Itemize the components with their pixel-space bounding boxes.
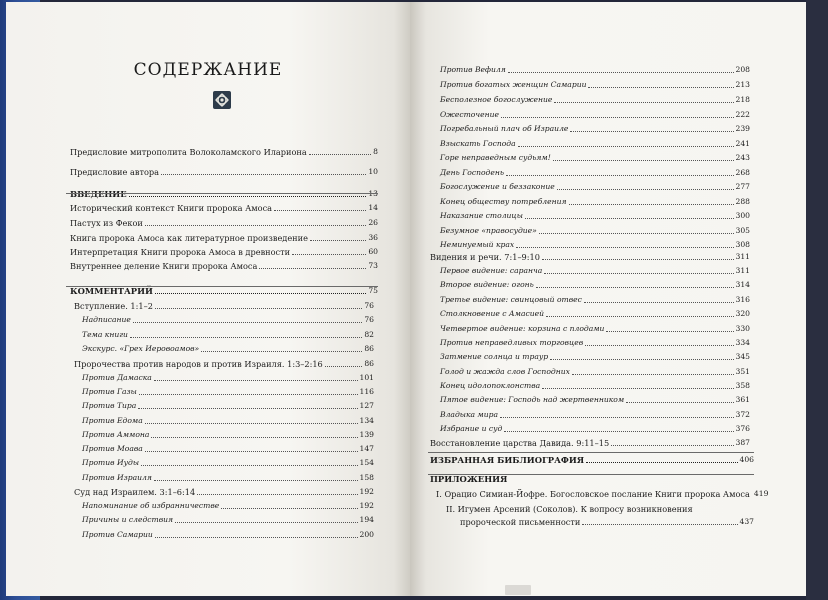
toc-leader-dots xyxy=(539,233,734,234)
toc-page-number: 134 xyxy=(359,416,374,425)
toc-entry-title: Наказание столицы xyxy=(440,211,523,220)
toc-entry-title: ВВЕДЕНИЕ xyxy=(70,189,127,199)
toc-entry-title: пророческой письменности xyxy=(460,517,581,527)
toc-leader-dots xyxy=(141,465,357,466)
toc-entry xyxy=(82,383,374,397)
toc-entry-title: Богослужение и беззаконие xyxy=(440,182,555,191)
toc-leader-dots xyxy=(506,175,734,176)
toc-entry-title: Конец идолопоклонства xyxy=(440,381,541,390)
toc-page-number: 147 xyxy=(359,444,374,453)
toc-entry xyxy=(70,185,378,199)
toc-leader-dots xyxy=(292,254,366,255)
toc-leader-dots xyxy=(151,437,357,438)
toc-entry-title: Горе неправедным судьям! xyxy=(440,153,551,162)
toc-entry-title: Против Дамаска xyxy=(82,373,152,382)
toc-leader-dots xyxy=(518,146,734,147)
toc-entry xyxy=(436,485,769,499)
toc-entry xyxy=(440,420,750,434)
toc-entry xyxy=(82,497,374,511)
toc-page-number: 419 xyxy=(753,489,769,498)
toc-leader-dots xyxy=(129,196,367,197)
toc-leader-dots xyxy=(155,308,362,309)
toc-page-number: 208 xyxy=(735,65,750,74)
toc-entry xyxy=(440,291,750,305)
toc-leader-dots xyxy=(554,102,733,103)
toc-leader-dots xyxy=(175,522,357,523)
toc-entry xyxy=(440,76,750,90)
toc-page-number: 194 xyxy=(359,515,374,524)
toc-leader-dots xyxy=(325,366,363,367)
toc-leader-dots xyxy=(145,225,366,226)
toc-entry-title: I. Орацио Симиан-Йофре. Богословское послание Книги пророка Амоса xyxy=(436,489,750,499)
toc-entry-title: Против Иуды xyxy=(82,458,140,467)
toc-entry xyxy=(70,229,378,243)
toc-entry xyxy=(440,363,750,377)
toc-entry xyxy=(82,511,374,525)
toc-entry xyxy=(440,91,750,105)
toc-leader-dots xyxy=(582,524,737,525)
toc-entry xyxy=(82,440,374,454)
toc-leader-dots xyxy=(606,331,733,332)
toc-entry xyxy=(70,143,378,157)
toc-page-number: 8 xyxy=(373,147,378,156)
toc-page-number: 361 xyxy=(735,395,750,404)
toc-entry xyxy=(70,243,378,257)
toc-page-number: 139 xyxy=(359,430,374,439)
toc-leader-dots xyxy=(572,374,734,375)
toc-leader-dots xyxy=(139,394,358,395)
toc-page-number: 376 xyxy=(735,424,750,433)
library-stamp xyxy=(505,585,531,595)
toc-entry-title: II. Игумен Арсений (Соколов). К вопросу возникновения xyxy=(446,504,693,514)
toc-entry xyxy=(70,282,378,296)
toc-entry xyxy=(440,106,750,120)
toc-page-number: 239 xyxy=(735,124,750,133)
toc-leader-dots xyxy=(500,417,734,418)
toc-entry-title: Конец обществу потребления xyxy=(440,197,567,206)
toc-entry xyxy=(82,412,374,426)
toc-page-number: 387 xyxy=(735,438,750,447)
toc-leader-dots xyxy=(536,287,734,288)
toc-page-number: 316 xyxy=(735,295,750,304)
toc-leader-dots xyxy=(145,451,358,452)
toc-entry xyxy=(440,406,750,420)
toc-entry xyxy=(440,348,750,362)
toc-page-number: 10 xyxy=(368,167,378,176)
toc-page-number: 277 xyxy=(735,182,750,191)
toc-leader-dots xyxy=(546,316,733,317)
toc-entry-title: День Господень xyxy=(440,168,504,177)
toc-page-number: 243 xyxy=(735,153,750,162)
toc-leader-dots xyxy=(154,380,358,381)
toc-entry-title: Погребальный плач об Израиле xyxy=(440,124,569,133)
toc-leader-dots xyxy=(553,160,734,161)
toc-leader-dots xyxy=(525,218,734,219)
toc-leader-dots xyxy=(501,117,734,118)
toc-page-number: 311 xyxy=(735,252,750,261)
book-cover-right xyxy=(806,0,828,600)
toc-leader-dots xyxy=(221,508,357,509)
toc-entry-title: Причины и следствия xyxy=(82,515,174,524)
toc-page-number: 14 xyxy=(368,203,378,212)
toc-page-number: 213 xyxy=(735,80,750,89)
toc-leader-dots xyxy=(586,462,737,463)
toc-entry xyxy=(440,276,750,290)
toc-leader-dots xyxy=(309,154,371,155)
toc-entry xyxy=(440,207,750,221)
toc-entry xyxy=(440,391,750,405)
toc-page-number: 222 xyxy=(735,110,750,119)
toc-leader-dots xyxy=(310,240,366,241)
toc-page-number: 218 xyxy=(735,95,750,104)
toc-page-number: 268 xyxy=(735,168,750,177)
toc-entry xyxy=(440,377,750,391)
toc-entry xyxy=(440,320,750,334)
toc-entry-title: Напоминание об избранничестве xyxy=(82,501,220,510)
toc-entry-title: Экскурс. «Грех Иеровоамов» xyxy=(82,344,200,353)
toc-leader-dots xyxy=(133,322,362,323)
toc-leader-dots xyxy=(569,204,734,205)
toc-entry xyxy=(82,397,374,411)
toc-entry xyxy=(70,214,378,228)
toc-entry-title: КОММЕНТАРИЙ xyxy=(70,286,153,296)
toc-entry-title: Против Тира xyxy=(82,401,137,410)
toc-entry xyxy=(82,369,374,383)
toc-page-number: 345 xyxy=(735,352,750,361)
toc-entry-title: Безумное «правосудие» xyxy=(440,226,537,235)
toc-leader-dots xyxy=(155,293,366,294)
divider xyxy=(66,286,378,287)
toc-entry xyxy=(440,149,750,163)
toc-leader-dots xyxy=(201,351,362,352)
toc-entry xyxy=(74,297,374,311)
toc-page-number: 75 xyxy=(368,286,378,295)
toc-leader-dots xyxy=(274,210,366,211)
toc-leader-dots xyxy=(154,480,358,481)
toc-entry-title: Интерпретация Книги пророка Амоса в древности xyxy=(70,247,291,257)
toc-entry-title: Тема книги xyxy=(82,330,128,339)
toc-entry-title: Исторический контекст Книги пророка Амоса xyxy=(70,203,273,213)
toc-entry-title: Предисловие митрополита Волоколамского Илариона xyxy=(70,147,307,157)
toc-page-number: 334 xyxy=(735,338,750,347)
toc-entry xyxy=(446,500,754,514)
toc-entry-title: Ожесточение xyxy=(440,110,499,119)
toc-page-number: 300 xyxy=(735,211,750,220)
toc-entry xyxy=(460,513,754,527)
toc-entry-title: Предисловие автора xyxy=(70,167,160,177)
toc-page-number: 351 xyxy=(735,367,750,376)
toc-entry-title: Видения и речи. 7:1–9:10 xyxy=(430,252,540,262)
toc-entry xyxy=(82,426,374,440)
toc-page-number: 320 xyxy=(735,309,750,318)
toc-entry-title: Вступление. 1:1–2 xyxy=(74,301,153,311)
toc-entry xyxy=(70,163,378,177)
toc-leader-dots xyxy=(557,189,734,190)
toc-leader-dots xyxy=(626,402,733,403)
toc-entry xyxy=(82,311,374,325)
toc-leader-dots xyxy=(584,302,734,303)
toc-entry xyxy=(440,178,750,192)
toc-entry-title: Первое видение: саранча xyxy=(440,266,543,275)
toc-entry xyxy=(70,199,378,213)
toc-entry-title: Против неправедливых торговцев xyxy=(440,338,584,347)
toc-leader-dots xyxy=(588,87,733,88)
toc-entry-title: Неминуемый крах xyxy=(440,240,515,249)
toc-leader-dots xyxy=(550,359,733,360)
toc-entry-title: ПРИЛОЖЕНИЯ xyxy=(430,474,508,484)
toc-leader-dots xyxy=(542,259,734,260)
toc-entry-title: Затмение солнца и траур xyxy=(440,352,549,361)
toc-page-number: 154 xyxy=(359,458,374,467)
toc-entry-title: Против Самарии xyxy=(82,530,153,539)
toc-entry xyxy=(82,526,374,540)
toc-page-number: 76 xyxy=(364,315,374,324)
toc-leader-dots xyxy=(570,131,733,132)
toc-entry-title: Против Газы xyxy=(82,387,137,396)
toc-page-number: 158 xyxy=(359,473,374,482)
toc-entry-title: Против Едома xyxy=(82,416,143,425)
toc-entry xyxy=(70,257,378,271)
celtic-knot-ornament-icon xyxy=(212,90,232,110)
toc-entry-title: Избрание и суд xyxy=(440,424,503,433)
toc-page-number: 241 xyxy=(735,139,750,148)
toc-entry-title: Надписание xyxy=(82,315,131,324)
toc-entry xyxy=(440,222,750,236)
toc-page-number: 26 xyxy=(368,218,378,227)
toc-page-number: 36 xyxy=(368,233,378,242)
toc-entry xyxy=(440,135,750,149)
toc-entry xyxy=(430,434,750,448)
toc-page-number: 192 xyxy=(359,501,374,510)
toc-page-number: 200 xyxy=(359,530,374,539)
toc-page-number: 372 xyxy=(735,410,750,419)
toc-leader-dots xyxy=(508,72,734,73)
toc-entry xyxy=(440,61,750,75)
toc-entry-title: ИЗБРАННАЯ БИБЛИОГРАФИЯ xyxy=(430,455,585,465)
divider xyxy=(428,474,754,475)
toc-leader-dots xyxy=(544,273,733,274)
page-title: СОДЕРЖАНИЕ xyxy=(133,60,283,80)
toc-entry xyxy=(440,120,750,134)
toc-leader-dots xyxy=(138,408,357,409)
toc-page-number: 358 xyxy=(735,381,750,390)
toc-page-number: 116 xyxy=(359,387,374,396)
toc-page-number: 82 xyxy=(364,330,374,339)
toc-page-number: 192 xyxy=(359,487,374,496)
toc-leader-dots xyxy=(197,494,357,495)
toc-page-number: 314 xyxy=(735,280,750,289)
toc-entry xyxy=(440,305,750,319)
toc-leader-dots xyxy=(155,537,358,538)
toc-leader-dots xyxy=(130,337,362,338)
toc-page-number: 13 xyxy=(368,189,378,198)
toc-entry xyxy=(440,164,750,178)
toc-entry-title: Столкновение с Амасией xyxy=(440,309,545,318)
toc-entry-title: Взыскать Господа xyxy=(440,139,516,148)
toc-entry xyxy=(440,334,750,348)
toc-entry-title: Книга пророка Амоса как литературное произведение xyxy=(70,233,308,243)
toc-page-number: 305 xyxy=(735,226,750,235)
toc-entry xyxy=(430,451,754,465)
toc-entry-title: Внутреннее деление Книги пророка Амоса xyxy=(70,261,258,271)
toc-entry xyxy=(82,340,374,354)
toc-entry-title: Бесполезное богослужение xyxy=(440,95,553,104)
toc-entry xyxy=(430,248,750,262)
toc-leader-dots xyxy=(145,423,358,424)
toc-leader-dots xyxy=(504,431,733,432)
toc-page-number: 73 xyxy=(368,261,378,270)
toc-entry xyxy=(440,193,750,207)
toc-entry-title: Третье видение: свинцовый отвес xyxy=(440,295,582,304)
toc-page-number: 101 xyxy=(359,373,374,382)
toc-entry xyxy=(82,469,374,483)
toc-entry xyxy=(430,470,754,484)
toc-entry-title: Второе видение: огонь xyxy=(440,280,534,289)
toc-entry-title: Восстановление царства Давида. 9:11–15 xyxy=(430,438,610,448)
toc-entry xyxy=(82,454,374,468)
divider xyxy=(66,193,378,194)
toc-entry-title: Против Израиля xyxy=(82,473,152,482)
toc-entry xyxy=(74,355,374,369)
toc-entry-title: Голод и жажда слов Господних xyxy=(440,367,570,376)
toc-entry-title: Четвертое видение: корзина с плодами xyxy=(440,324,605,333)
toc-entry-title: Пастух из Фекои xyxy=(70,218,143,228)
toc-entry-title: Против богатых женщин Самарии xyxy=(440,80,587,89)
toc-entry-title: Пророчества против народов и против Израиля. 1:3–2:16 xyxy=(74,359,323,369)
toc-page-number: 311 xyxy=(735,266,750,275)
toc-entry xyxy=(440,262,750,276)
toc-page-number: 406 xyxy=(739,455,754,464)
toc-leader-dots xyxy=(259,268,366,269)
toc-entry-title: Против Моава xyxy=(82,444,143,453)
toc-entry-title: Против Вефиля xyxy=(440,65,506,74)
toc-leader-dots xyxy=(585,345,733,346)
toc-entry-title: Суд над Израилем. 3:1–6:14 xyxy=(74,487,196,497)
toc-leader-dots xyxy=(611,445,733,446)
toc-page-number: 308 xyxy=(735,240,750,249)
toc-leader-dots xyxy=(161,174,366,175)
toc-page-number: 86 xyxy=(364,359,374,368)
toc-page-number: 437 xyxy=(739,517,754,526)
toc-page-number: 288 xyxy=(735,197,750,206)
toc-page-number: 330 xyxy=(735,324,750,333)
divider xyxy=(428,452,754,453)
toc-entry-title: Против Аммона xyxy=(82,430,150,439)
toc-entry xyxy=(74,483,374,497)
toc-entry xyxy=(82,326,374,340)
toc-page-number: 86 xyxy=(364,344,374,353)
toc-entry-title: Пятое видение: Господь над жертвенником xyxy=(440,395,625,404)
toc-entry-title: Владыка мира xyxy=(440,410,498,419)
toc-page-number: 127 xyxy=(359,401,374,410)
toc-leader-dots xyxy=(542,388,733,389)
toc-page-number: 76 xyxy=(364,301,374,310)
toc-page-number: 60 xyxy=(368,247,378,256)
